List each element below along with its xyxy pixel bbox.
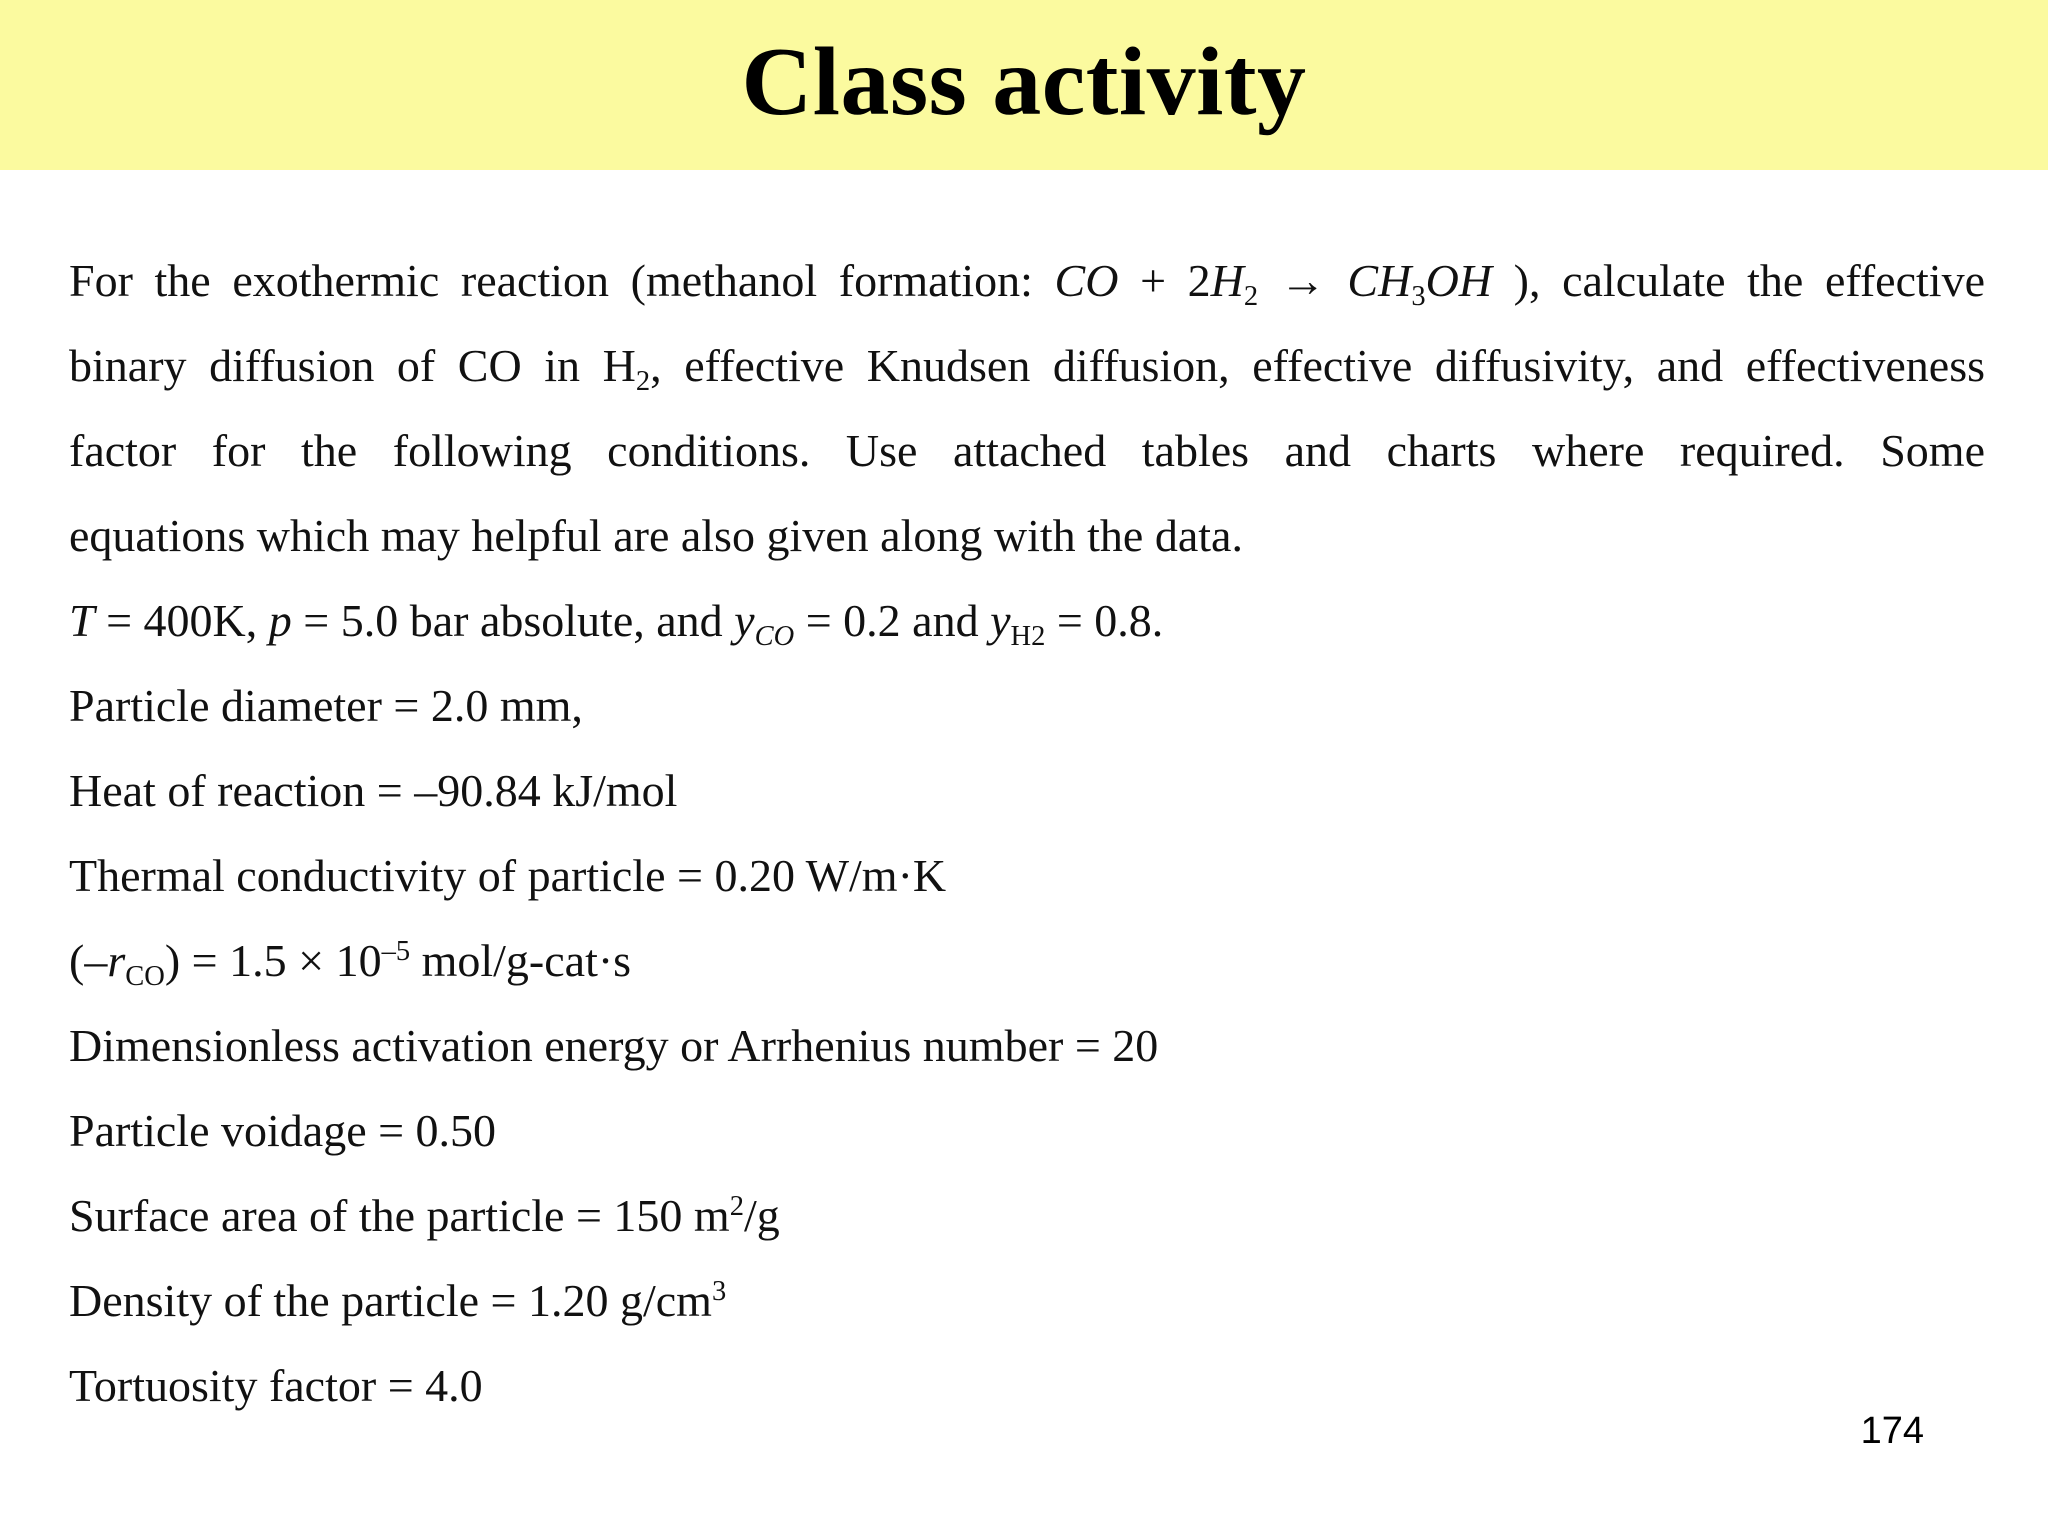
reaction-rate: $(-r_{CO}) = 1.5 \times 10^{-5}$ mol/g-cat·s [69,935,632,993]
slide-body [69,238,1985,1428]
particle-diameter: Particle diameter = 2.0 mm, [69,680,583,731]
reaction-equation: CO + $2H_2 \to CH_3OH$ [1054,255,1493,313]
thermal-conductivity: Thermal conductivity of particle = 0.20 W/m·K [69,850,947,901]
surface-area: Surface area of the particle = 150 $m^2/g$ [69,1190,780,1241]
arrhenius-number: Dimensionless activation energy or Arrhenius number = 20 [69,1020,1159,1071]
operating-conditions: T = 400K, p = 5.0 bar absolute, and $y_{CO} = 0.2$ and $y_{H2} = 0.8$. [69,595,1164,653]
problem-statement [69,238,1985,578]
particle-voidage: Particle voidage = 0.50 [69,1105,497,1156]
problem-line-4: equations which may helpful are also given along with the data. [69,510,1243,561]
problem-line-2: binary diffusion of CO in $H_2$, effective Knudsen diffusion, effective diffusivity, and effectiveness [69,340,1985,398]
problem-line-3: factor for the following conditions. Use attached tables and charts where required. Some [69,425,1985,476]
particle-density: Density of the particle = 1.20 $g/cm^3$ [69,1275,727,1326]
tortuosity-factor: Tortuosity factor = 4.0 [69,1360,483,1411]
heat-of-reaction: Heat of reaction = –90.84 kJ/mol [69,765,678,816]
title-band [0,0,2048,170]
page-number: 174 [1860,1410,1924,1452]
problem-line-1: For the exothermic reaction (methanol formation: CO + $2H_2 \to CH_3OH$ ), calculate the effective [69,255,1985,313]
slide-title: Class activity [741,28,1307,136]
